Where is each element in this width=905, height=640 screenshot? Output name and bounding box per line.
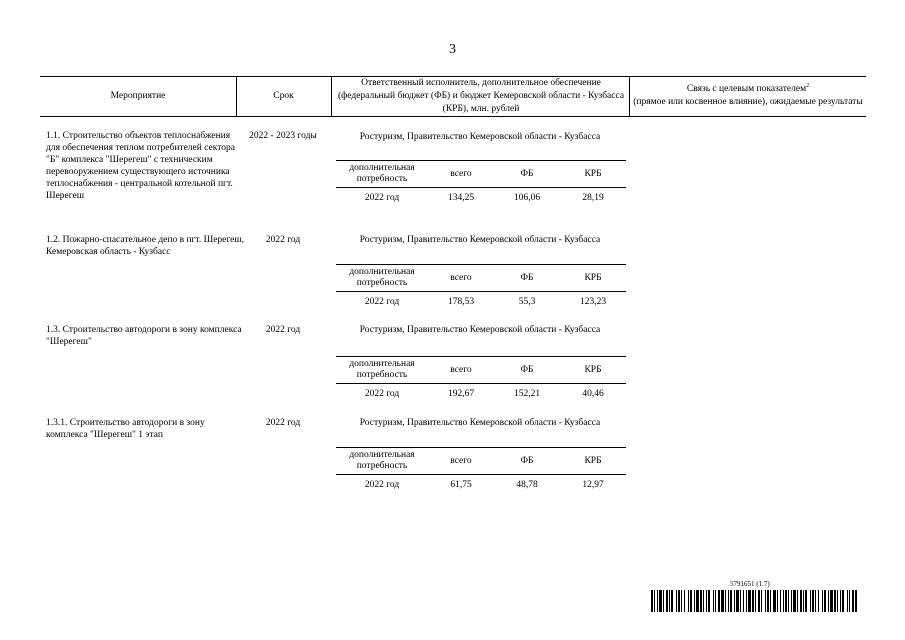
header-divider xyxy=(629,76,630,116)
header-divider xyxy=(331,76,332,116)
funding-total: 178,53 xyxy=(447,297,475,307)
funding-year: 2022 год xyxy=(364,480,400,490)
funding-header xyxy=(336,356,626,384)
funding-year: 2022 год xyxy=(364,389,400,399)
funding-fb: 106,06 xyxy=(513,193,541,203)
funding-header xyxy=(336,447,626,475)
funding-label-need: дополнительная потребность xyxy=(349,163,415,184)
funding-values xyxy=(336,384,626,404)
header-bottom-rule xyxy=(40,116,866,117)
header-link-text: Связь с целевым показателем xyxy=(686,84,807,94)
funding-label-need: дополнительная потребность xyxy=(349,267,415,288)
funding-krb: 12,97 xyxy=(582,480,604,490)
header-link xyxy=(632,76,864,116)
funding-fb: 55,3 xyxy=(518,297,536,307)
funding-year: 2022 год xyxy=(364,297,400,307)
funding-fb: 152,21 xyxy=(513,389,541,399)
funding-label-fb: ФБ xyxy=(520,272,534,283)
funding-krb: 28,19 xyxy=(582,193,604,203)
measure-title: 1.3. Строительство автодороги в зону комплекса "Шерегеш" xyxy=(46,325,242,347)
funding-header xyxy=(336,160,626,188)
funding-header xyxy=(336,264,626,292)
page-number: 3 xyxy=(449,42,456,57)
funding-total: 61,75 xyxy=(450,480,472,490)
funding-label-krb: КРБ xyxy=(584,272,602,283)
measure-responsible: Ростуризм, Правительство Кемеровской области - Кузбасса xyxy=(359,235,601,245)
funding-label-fb: ФБ xyxy=(520,168,534,179)
header-responsible: Ответственный исполнитель, дополнительное обеспечение (федеральный бюджет (ФБ) и бюджет Кемеровской области - Кузбасса (КРБ), млн. рублей xyxy=(337,77,625,114)
funding-label-krb: КРБ xyxy=(584,168,602,179)
funding-label-total: всего xyxy=(450,168,472,179)
funding-label-krb: КРБ xyxy=(584,364,602,375)
funding-table xyxy=(336,356,626,404)
measure-term: 2022 - 2023 годы xyxy=(249,131,317,141)
funding-label-total: всего xyxy=(450,272,472,283)
measure-term: 2022 год xyxy=(265,418,301,428)
header-event: Мероприятие xyxy=(110,90,166,101)
measure-term: 2022 год xyxy=(265,325,301,335)
measure-responsible: Ростуризм, Правительство Кемеровской области - Кузбасса xyxy=(359,325,601,335)
barcode-number: 5791651 (1.7) xyxy=(730,580,770,588)
funding-label-fb: ФБ xyxy=(520,364,534,375)
funding-krb: 40,46 xyxy=(582,389,604,399)
measure-title: 1.2. Пожарно-спасательное депо в пгт. Шерегеш, Кемеровская область - Кузбасс xyxy=(46,235,245,257)
funding-label-krb: КРБ xyxy=(584,455,602,466)
funding-values xyxy=(336,475,626,495)
funding-label-total: всего xyxy=(450,364,472,375)
funding-values xyxy=(336,188,626,208)
barcode-icon xyxy=(651,590,857,612)
funding-year: 2022 год xyxy=(364,193,400,203)
funding-table xyxy=(336,447,626,495)
funding-fb: 48,78 xyxy=(516,480,538,490)
measure-responsible: Ростуризм, Правительство Кемеровской области - Кузбасса xyxy=(359,418,601,428)
measure-title: 1.1. Строительство объектов теплоснабжения для обеспечения теплом потребителей сектора "Б" комплекса "Шерегеш" с техническим перевооружением существующего источника теплоснабжения - центральной котельной пгт. Шерегеш xyxy=(46,131,235,201)
funding-label-need: дополнительная потребность xyxy=(349,359,415,380)
funding-label-total: всего xyxy=(450,455,472,466)
header-link-sub: (прямое или косвенное влияние), ожидаемые результаты xyxy=(633,97,863,107)
footnote-mark: 2 xyxy=(806,82,810,89)
funding-label-need: дополнительная потребность xyxy=(349,450,415,471)
funding-label-fb: ФБ xyxy=(520,455,534,466)
header-term: Срок xyxy=(273,90,294,101)
funding-values xyxy=(336,292,626,312)
measure-responsible: Ростуризм, Правительство Кемеровской области - Кузбасса xyxy=(359,132,601,142)
measure-title: 1.3.1. Строительство автодороги в зону комплекса "Шерегеш" 1 этап xyxy=(46,418,205,440)
funding-table xyxy=(336,264,626,312)
funding-table xyxy=(336,160,626,208)
measure-term: 2022 год xyxy=(265,235,301,245)
funding-krb: 123,23 xyxy=(579,297,607,307)
funding-total: 192,67 xyxy=(447,389,475,399)
funding-total: 134,25 xyxy=(447,193,475,203)
